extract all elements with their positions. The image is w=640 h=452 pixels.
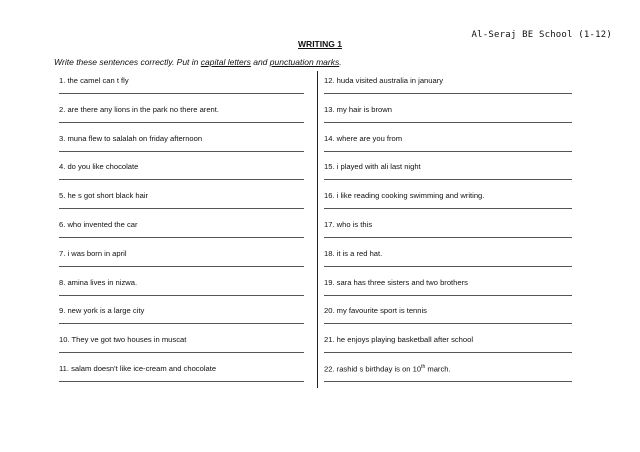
exercise-text: 5. he s got short black hair [59, 191, 149, 201]
exercise-item-11 [54, 359, 304, 388]
answer-line[interactable] [324, 179, 572, 180]
exercise-text: 15. i played with ali last night [324, 162, 421, 172]
answer-line[interactable] [324, 208, 572, 209]
exercise-text: 9. new york is a large city [59, 306, 145, 316]
exercise-text-end: march. [425, 364, 451, 374]
exercise-text: 11. salam doesn't like ice-cream and chocolate [59, 363, 217, 373]
exercise-item-21 [322, 330, 572, 359]
exercise-text-main: 22. rashid s birthday is on 10 [324, 364, 422, 374]
school-name: Al-Seraj BE School (1-12) [471, 30, 612, 40]
exercise-item-7 [54, 244, 304, 273]
exercise-text: 2. are there any lions in the park no there arent. [59, 104, 219, 114]
exercise-text: 20. my favourite sport is tennis [324, 306, 427, 316]
page-title-text: WRITING 1 [298, 39, 342, 49]
answer-line[interactable] [59, 179, 304, 180]
exercise-item-2 [54, 100, 304, 129]
exercise-text: 1. the camel can t fly [59, 76, 129, 85]
answer-line[interactable] [59, 93, 304, 94]
exercise-item-22 [322, 359, 572, 388]
exercise-text: 13. my hair is brown [324, 104, 392, 114]
exercise-item-13 [322, 100, 572, 129]
instructions-part-3: . [339, 57, 342, 67]
exercise-text: 4. do you like chocolate [59, 162, 139, 172]
answer-line[interactable] [324, 122, 572, 123]
exercise-text: 10. They ve got two houses in muscat [59, 335, 187, 345]
answer-line[interactable] [324, 151, 572, 152]
answer-line[interactable] [59, 151, 304, 152]
exercise-item-3 [54, 129, 304, 158]
exercise-text: 17. who is this [324, 219, 373, 229]
instructions [54, 57, 342, 67]
exercise-item-1 [54, 71, 304, 100]
left-column [54, 71, 304, 388]
answer-line[interactable] [324, 93, 572, 94]
answer-line[interactable] [324, 266, 572, 267]
answer-line[interactable] [59, 122, 304, 123]
exercise-item-4 [54, 157, 304, 186]
answer-line[interactable] [59, 381, 304, 382]
exercise-item-19 [322, 273, 572, 302]
answer-line[interactable] [59, 352, 304, 353]
page-title [0, 39, 640, 49]
exercise-item-8 [54, 273, 304, 302]
instructions-punctuation-marks: punctuation marks [269, 57, 340, 67]
exercise-text: 19. sara has three sisters and two brothers [324, 277, 468, 287]
instructions-part-1: Write these sentences correctly. Put in [54, 57, 201, 67]
exercise-text: 8. amina lives in nizwa. [59, 277, 138, 287]
exercise-item-20 [322, 301, 572, 330]
answer-line[interactable] [324, 295, 572, 296]
exercise-text: 3. muna flew to salalah on friday afternoon [59, 133, 203, 143]
right-column [322, 71, 572, 388]
exercise-text [324, 364, 451, 374]
instructions-part-2: and [250, 57, 270, 67]
answer-line[interactable] [59, 323, 304, 324]
exercise-text: 12. huda visited australia in january [324, 76, 444, 85]
answer-line[interactable] [324, 381, 572, 382]
answer-line[interactable] [59, 295, 304, 296]
exercise-item-5 [54, 186, 304, 215]
exercise-item-18 [322, 244, 572, 273]
answer-line[interactable] [324, 323, 572, 324]
exercise-text: 7. i was born in april [59, 248, 127, 258]
answer-line[interactable] [324, 237, 572, 238]
exercise-item-12 [322, 71, 572, 100]
exercise-text: 18. it is a red hat. [324, 248, 383, 258]
exercise-item-9 [54, 301, 304, 330]
ordinal-suffix: th [421, 363, 426, 370]
exercise-item-6 [54, 215, 304, 244]
exercise-item-15 [322, 157, 572, 186]
exercise-item-10 [54, 330, 304, 359]
instructions-capital-letters: capital letters [200, 57, 251, 67]
answer-line[interactable] [59, 266, 304, 267]
exercise-item-16 [322, 186, 572, 215]
column-divider [317, 71, 318, 388]
answer-line[interactable] [324, 352, 572, 353]
exercise-item-14 [322, 129, 572, 158]
exercise-text: 14. where are you from [324, 133, 403, 143]
answer-line[interactable] [59, 237, 304, 238]
answer-line[interactable] [59, 208, 304, 209]
exercise-text: 21. he enjoys playing basketball after school [324, 335, 474, 345]
exercise-text: 6. who invented the car [59, 219, 138, 229]
exercise-item-17 [322, 215, 572, 244]
exercise-text: 16. i like reading cooking swimming and writing. [324, 191, 485, 201]
